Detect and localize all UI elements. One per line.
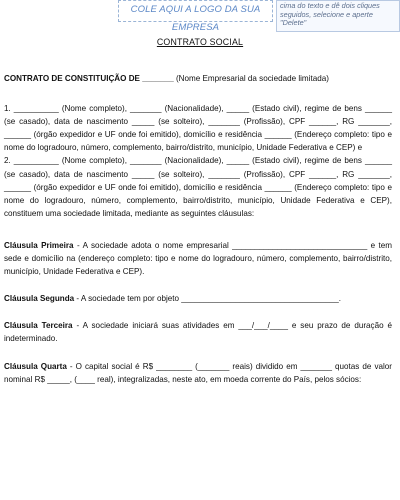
- clause-2: [4, 292, 392, 305]
- instruction-tip: cima do texto e dê dois cliques seguidos, selecione e aperte "Delete": [276, 0, 400, 32]
- clause-1-text: - A sociedade adota o nome empresarial ______________________________ e tem sede e domicílio na (endereço completo: tipo e nome do logradouro, número, complemento, bairro/distrito, município, Unidade Federativa e CEP).: [4, 240, 393, 277]
- clause-3-text: - A sociedade iniciará suas atividades em ___/___/____ e seu prazo de duração é indeterminado.: [4, 321, 392, 344]
- partner-1-paragraph: 1. __________ (Nome completo), _______ (Nacionalidade), _____ (Estado civil), regime de bens ______ (se casado), data de nascimento _____ (se solteiro), _______ (Profissão), CPF ______, RG _______, ______ (órgão expedidor e UF onde foi emitido), domicílio e residência ______ (Endereço completo: tipo e nome do logradouro, número, complemento, bairro/distrito, município, Unidade Federativa e CEP) e: [4, 104, 392, 153]
- clause-4: [4, 360, 392, 386]
- document-body: [4, 72, 392, 386]
- clause-3-label: Cláusula Terceira: [4, 321, 73, 331]
- clause-1-label: Cláusula Primeira: [4, 240, 74, 250]
- heading-bold: CONTRATO DE CONSTITUIÇÃO DE _______: [4, 74, 174, 83]
- clause-2-label: Cláusula Segunda: [4, 294, 75, 304]
- contract-heading: [4, 72, 392, 85]
- document-title: CONTRATO SOCIAL: [156, 37, 244, 47]
- clause-3: [4, 319, 392, 345]
- partner-2-paragraph: 2. __________ (Nome completo), _______ (Nacionalidade), _____ (Estado civil), regime de bens ______ (se casado), data de nascimento _____ (se solteiro), _______ (Profissão), CPF ______, RG _______, ______ (órgão expedidor e UF onde foi emitido), domicílio e residência ______ (Endereço completo: tipo e nome do logradouro, número, complemento, bairro/distrito, município, Unidade Federativa e CEP), constituem uma sociedade limitada, mediante as seguintes cláusulas:: [4, 156, 392, 218]
- clause-2-text: - A sociedade tem por objeto ___________________________________.: [74, 294, 342, 304]
- clause-4-label: Cláusula Quarta: [4, 361, 67, 371]
- clause-1: [4, 239, 392, 278]
- heading-note: (Nome Empresarial da sociedade limitada): [173, 74, 329, 83]
- logo-placeholder[interactable]: COLE AQUI A LOGO DA SUA EMPRESA: [118, 0, 273, 22]
- clause-4-text: - O capital social é R$ ________ (_______ reais) dividido em _______ quotas de valor nominal R$ _____, (____ real), integralizadas, neste ato, em moeda corrente do País, pelos sócios:: [4, 361, 392, 384]
